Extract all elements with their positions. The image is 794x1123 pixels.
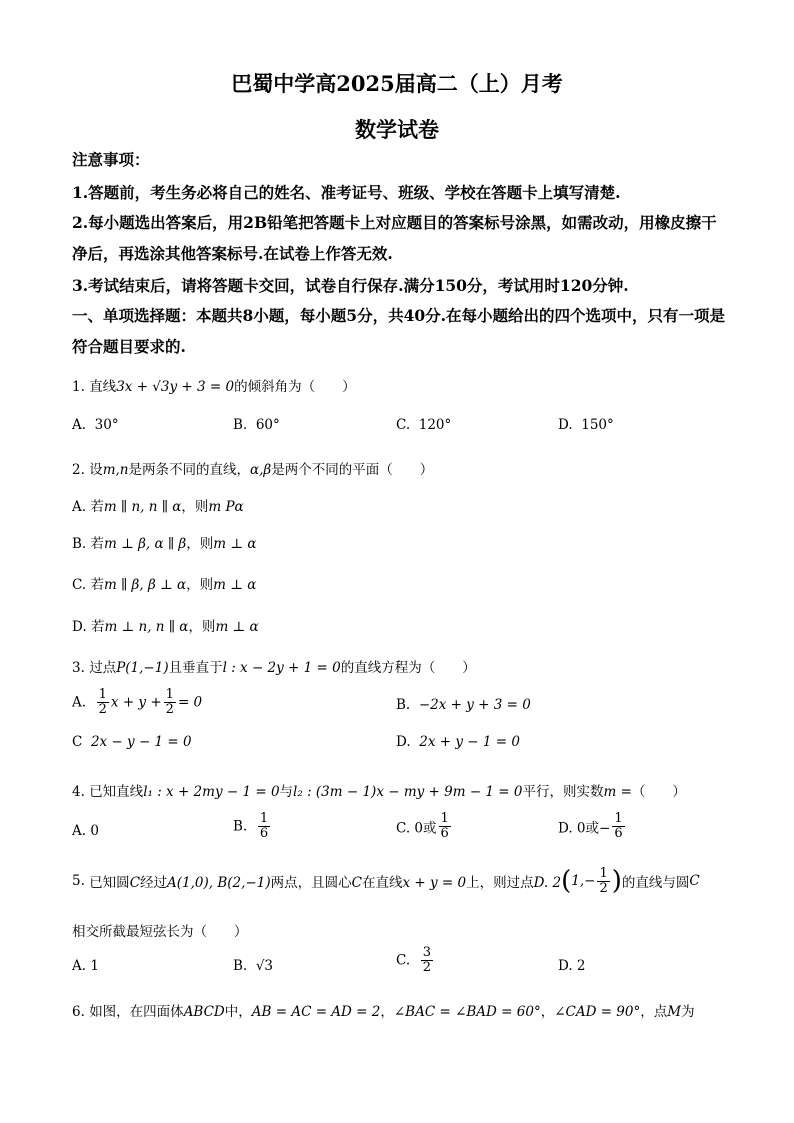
question-6: 6. 如图，在四面体ABCD中，AB = AC = AD = 2，∠BAC = ∠BAD = 60°，∠CAD = 90°，点M为	[72, 1004, 695, 1020]
q1-pre: 直线	[89, 379, 117, 395]
q4-option-a: A. 0	[72, 823, 99, 839]
q2-option-d: D. 若m ⊥ n, n ∥ α，则m ⊥ α	[72, 619, 259, 635]
q1-option-c: C. 120°	[396, 417, 452, 433]
q1-expression: 3x + √3y + 3 = 0	[116, 379, 235, 395]
q5-line-2: 相交所截最短弦长为（ ）	[72, 924, 248, 940]
exam-title: 巴蜀中学高2025届高二（上）月考	[231, 71, 563, 96]
q3-option-a: A. $\frac{1}{2}$ x + y + $\frac{1}{2}$ = 0	[72, 687, 203, 717]
q3-option-b: B. −2x + y + 3 = 0	[396, 697, 531, 713]
q4-option-d: D. 0或− $\frac{1}{6}$	[558, 811, 623, 841]
note-3: 3.考试结束后，请将答题卡交回，试卷自行保存.满分150分，考试用时120分钟.	[72, 276, 629, 295]
question-2: 2. 设m,n是两条不同的直线，α,β是两个不同的平面（ ）	[72, 462, 434, 478]
q2-option-c: C. 若m ∥ β, β ⊥ α，则m ⊥ α	[72, 577, 257, 593]
exam-subtitle: 数学试卷	[355, 117, 439, 142]
note-1: 1.答题前，考生务必将自己的姓名、准考证号、班级、学校在答题卡上填写清楚.	[72, 183, 621, 202]
notes-heading: 注意事项：	[72, 150, 150, 169]
section-1-heading: 一、单项选择题：本题共8小题，每小题5分，共40分.在每小题给出的四个选项中，只有一项是符合题目要求的.	[72, 306, 726, 356]
q5-option-a: A. 1	[72, 958, 99, 974]
q5-option-b: B. √3	[233, 958, 274, 974]
q2-option-b: B. 若m ⊥ β, α ∥ β，则m ⊥ α	[72, 536, 257, 552]
q3-option-c: C 2x − y − 1 = 0	[72, 734, 192, 750]
q4-option-b: B. $\frac{1}{6}$	[233, 811, 269, 841]
q5-option-d: D. 2	[558, 958, 586, 974]
q5-option-c: C. $\frac{3}{2}$	[396, 945, 432, 975]
q2-option-a: A. 若m ∥ n, n ∥ α，则m Pα	[72, 499, 244, 515]
question-1	[72, 375, 356, 395]
question-4: 4. 已知直线l₁ : x + 2my − 1 = 0与l₂ : (3m − 1)x − my + 9m − 1 = 0平行，则实数m =（ ）	[72, 784, 686, 800]
q1-option-d: D. 150°	[558, 417, 614, 433]
note-2: 2.每小题选出答案后，用2B铅笔把答题卡上对应题目的答案标号涂黑，如需改动，用橡皮擦干净后，再选涂其他答案标号.在试卷上作答无效.	[72, 213, 717, 263]
q1-number: 1.	[72, 379, 85, 395]
q1-post: 的倾斜角为（ ）	[234, 379, 356, 395]
q1-option-a: A. 30°	[72, 417, 119, 433]
question-3: 3. 过点P(1,−1)且垂直于l : x − 2y + 1 = 0的直线方程为（ ）	[72, 660, 476, 676]
q4-option-c: C. 0或 $\frac{1}{6}$	[396, 811, 449, 841]
q3-option-d: D. 2x + y − 1 = 0	[396, 734, 520, 750]
question-5: 5. 已知圆C经过A(1,0), B(2,−1)两点，且圆心C在直线x + y = 0上，则过点D. 2(1,− $\frac{1}{2}$ )的直线与圆C	[72, 865, 700, 896]
q1-option-b: B. 60°	[233, 417, 280, 433]
